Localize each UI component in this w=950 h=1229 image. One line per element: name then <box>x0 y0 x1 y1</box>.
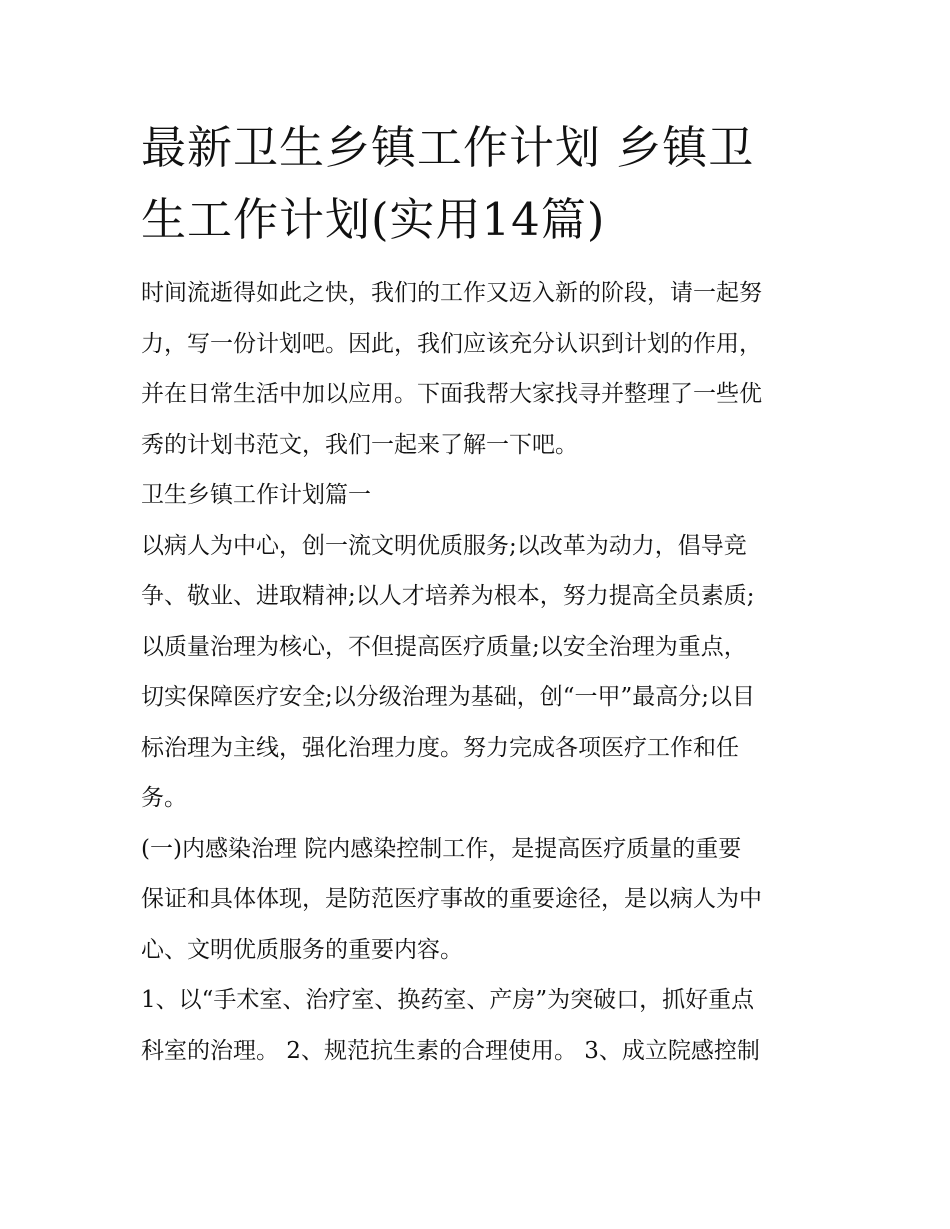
list-paragraph <box>141 975 813 1076</box>
section-paragraph <box>141 521 813 824</box>
document-title <box>141 112 813 256</box>
text-line: 1、以“手术室、治疗室、换药室、产房”为突破口，抓好重点 <box>141 987 755 1013</box>
intro-paragraph <box>141 268 813 470</box>
section-heading: 卫生乡镇工作计划篇一 <box>141 482 371 508</box>
text-line: 以质量治理为核心，不但提高医疗质量;以安全治理为重点， <box>141 633 747 660</box>
title-line: 生工作计划(实用14篇) <box>141 193 606 246</box>
text-line: 以病人为中心，创一流文明优质服务;以改革为动力，倡导竞 <box>141 532 747 559</box>
text-line: 并在日常生活中加以应用。下面我帮大家找寻并整理了一些优 <box>141 381 762 407</box>
text-line: 心、文明优质服务的重要内容。 <box>141 936 463 963</box>
text-line: 力，写一份计划吧。因此，我们应该充分认识到计划的作用， <box>141 330 762 357</box>
text-line: 科室的治理。 2、规范抗生素的合理使用。 3、成立院感控制 <box>141 1037 760 1064</box>
text-line: (一)内感染治理 院内感染控制工作，是提高医疗质量的重要 <box>141 835 742 862</box>
subsection-paragraph <box>141 824 813 976</box>
text-line: 保证和具体体现，是防范医疗事故的重要途径，是以病人为中 <box>141 886 762 912</box>
text-line: 切实保障医疗安全;以分级治理为基础，创“一甲”最高分;以目 <box>141 684 756 710</box>
text-line: 标治理为主线，强化治理力度。努力完成各项医疗工作和任 <box>141 734 739 761</box>
text-line: 秀的计划书范文，我们一起来了解一下吧。 <box>141 431 578 458</box>
document-body <box>141 112 813 1076</box>
text-line: 时间流逝得如此之快，我们的工作又迈入新的阶段，请一起努 <box>141 280 762 306</box>
text-line: 务。 <box>141 785 187 811</box>
title-line: 最新卫生乡镇工作计划 乡镇卫 <box>141 121 755 174</box>
text-line: 争、敬业、进取精神;以人才培养为根本，努力提高全员素质; <box>141 583 755 609</box>
